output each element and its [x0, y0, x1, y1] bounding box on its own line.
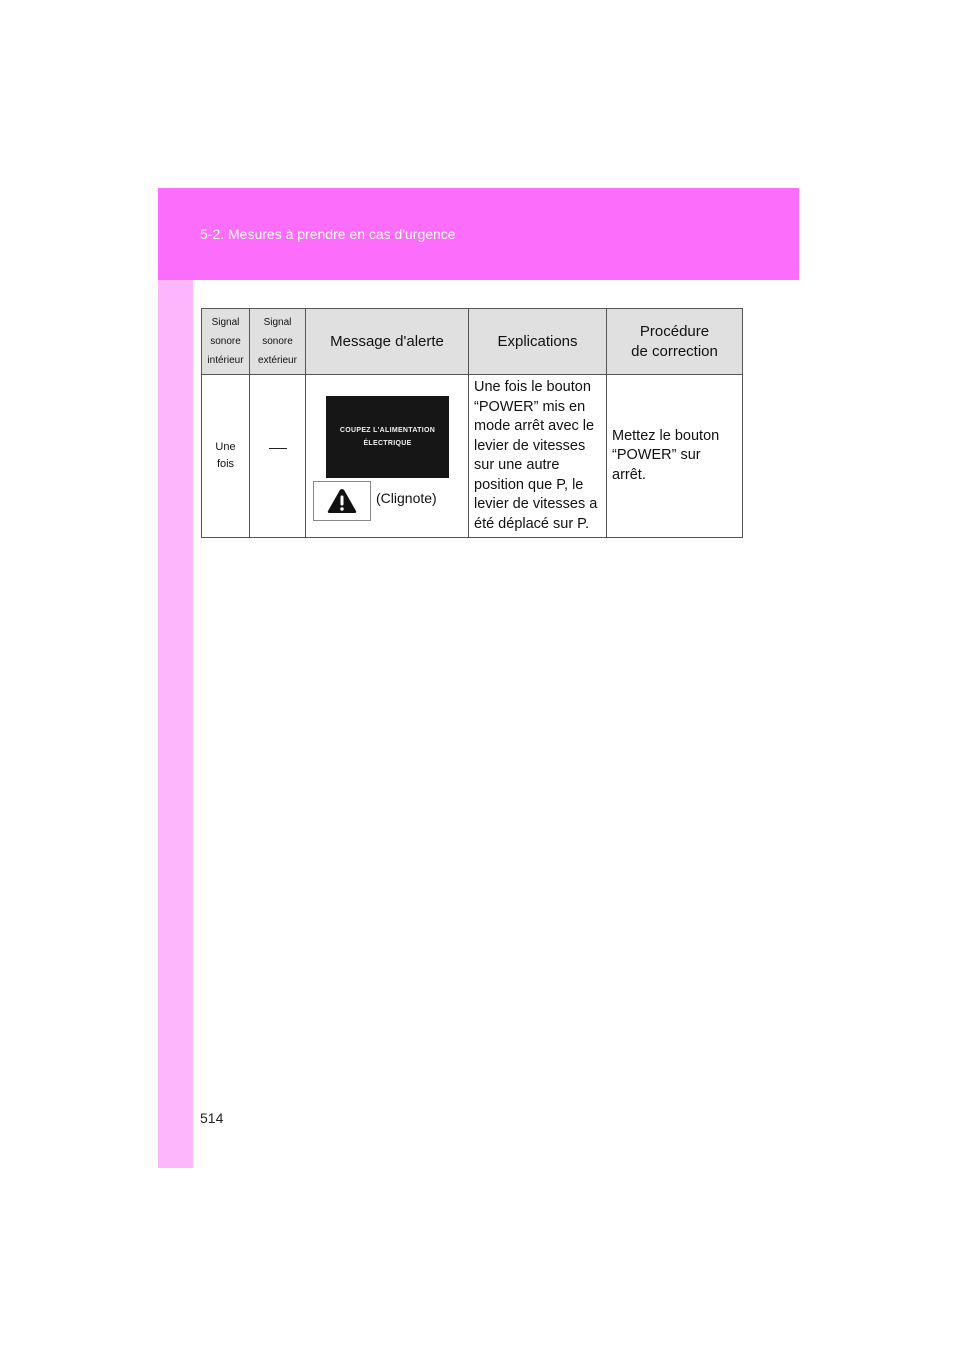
display-screen: [326, 396, 449, 478]
header-warning-message: Message d'alerte: [306, 309, 469, 375]
dash-mark: [269, 448, 287, 449]
warning-message-table: [201, 308, 743, 538]
triangle-exclamation-icon: [326, 487, 358, 515]
header-exterior-signal: Signal sonore extérieur: [250, 309, 306, 375]
cell-explanation: Une fois le bouton “POWER” mis en mode arrêt avec le levier de vitesses sur une autre position que P, le levier de vitesses a été déplacé sur P.: [469, 375, 607, 538]
page-number: 514: [200, 1110, 224, 1126]
table-row: [202, 375, 743, 538]
screen-text-line-2: ÉLECTRIQUE: [363, 440, 412, 447]
header-explanations: Explications: [469, 309, 607, 375]
chapter-sidebar: [158, 188, 193, 1168]
cell-interior-signal: Une fois: [202, 375, 250, 538]
blink-label: (Clignote): [376, 490, 437, 506]
cell-correction: Mettez le bouton “POWER” sur arrêt.: [607, 375, 743, 538]
cell-warning-message: [306, 375, 469, 538]
master-warning-indicator: [313, 481, 371, 521]
table-header-row: [202, 309, 743, 375]
cell-exterior-signal: [250, 375, 306, 538]
screen-text-line-1: COUPEZ L'ALIMENTATION: [339, 427, 436, 434]
section-title: 5-2. Mesures à prendre en cas d'urgence: [200, 226, 456, 242]
header-correction: Procédure de correction: [607, 309, 743, 375]
header-interior-signal: Signal sonore intérieur: [202, 309, 250, 375]
